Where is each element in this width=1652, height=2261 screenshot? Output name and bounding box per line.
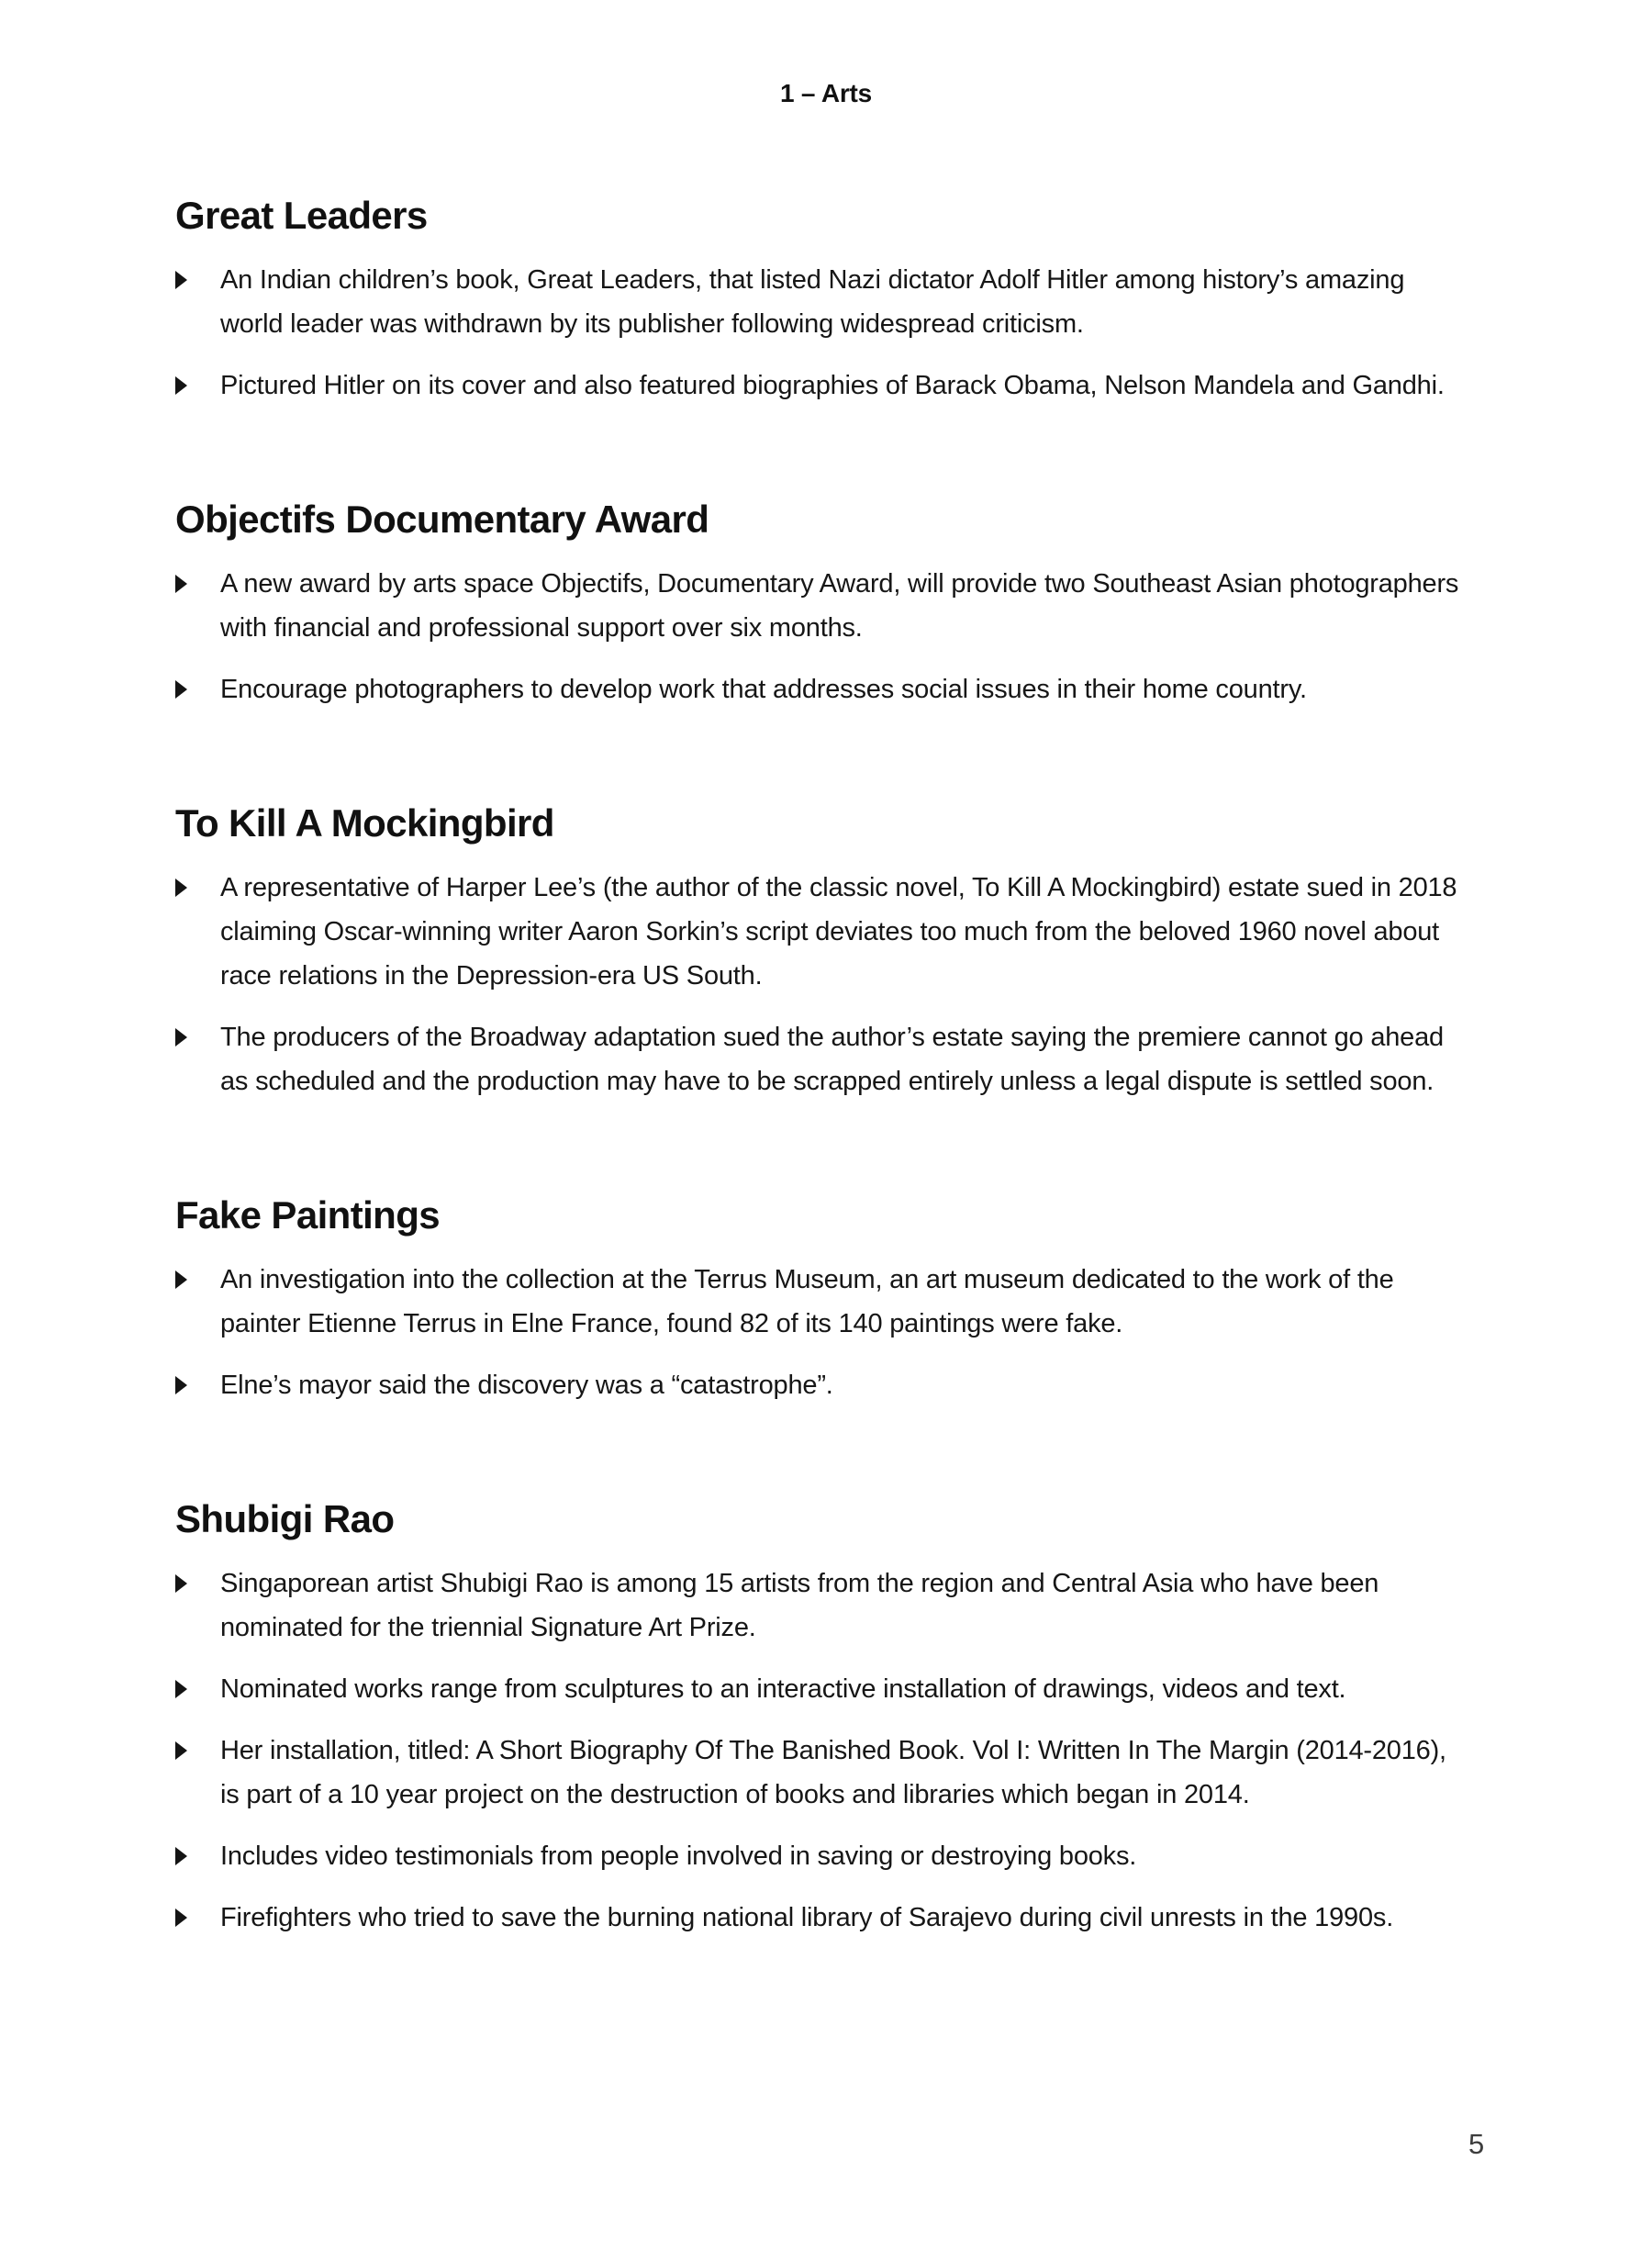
page-content bbox=[175, 194, 1459, 1940]
bullet-item bbox=[175, 1561, 1459, 1650]
bullet-item bbox=[175, 562, 1459, 650]
bullet-triangle-icon bbox=[175, 1574, 187, 1593]
bullet-marker bbox=[175, 1896, 220, 1940]
bullet-text: A new award by arts space Objectifs, Documentary Award, will provide two Southeast Asian photographers with financial and professional support over six months. bbox=[220, 569, 1459, 643]
bullet-triangle-icon bbox=[175, 271, 187, 289]
bullet-item bbox=[175, 1896, 1459, 1940]
bullet-text: Pictured Hitler on its cover and also featured biographies of Barack Obama, Nelson Mandela and Gandhi. bbox=[220, 371, 1445, 400]
bullet-text: Includes video testimonials from people involved in saving or destroying books. bbox=[220, 1841, 1137, 1871]
bullet-triangle-icon bbox=[175, 1028, 187, 1047]
bullet-marker bbox=[175, 1015, 220, 1103]
bullet-text: The producers of the Broadway adaptation sued the author’s estate saying the premiere cannot go ahead as scheduled and the production may have to be scrapped entirely unless a legal dispute is settled soon. bbox=[220, 1023, 1444, 1096]
bullet-item bbox=[175, 1363, 1459, 1407]
bullet-item bbox=[175, 667, 1459, 711]
bullet-marker bbox=[175, 1258, 220, 1346]
bullet-item bbox=[175, 1834, 1459, 1878]
bullet-text: Nominated works range from sculptures to an interactive installation of drawings, videos and text. bbox=[220, 1674, 1346, 1704]
section-fake-paintings bbox=[175, 1193, 1459, 1407]
bullet-text: A representative of Harper Lee’s (the author of the classic novel, To Kill A Mockingbird) estate sued in 2018 claiming Oscar-winning writer Aaron Sorkin’s script deviates too much from the beloved 1960 novel about race relations in the Depression-era US South. bbox=[220, 873, 1457, 991]
bullet-text: Firefighters who tried to save the burning national library of Sarajevo during civil unrests in the 1990s. bbox=[220, 1903, 1394, 1932]
bullet-text: An investigation into the collection at the Terrus Museum, an art museum dedicated to the work of the painter Etienne Terrus in Elne France, found 82 of its 140 paintings were fake. bbox=[220, 1265, 1394, 1338]
bullet-text: Encourage photographers to develop work that addresses social issues in their home country. bbox=[220, 675, 1307, 704]
section-title: Fake Paintings bbox=[175, 1193, 441, 1237]
section-title: Objectifs Documentary Award bbox=[175, 498, 709, 541]
bullet-triangle-icon bbox=[175, 376, 187, 395]
bullet-item bbox=[175, 866, 1459, 998]
bullet-marker bbox=[175, 562, 220, 650]
bullet-triangle-icon bbox=[175, 1376, 187, 1394]
bullet-text: Singaporean artist Shubigi Rao is among 15 artists from the region and Central Asia who have been nominated for the triennial Signature Art Prize. bbox=[220, 1569, 1379, 1642]
bullet-marker bbox=[175, 258, 220, 346]
bullet-triangle-icon bbox=[175, 1847, 187, 1865]
section-shubigi-rao bbox=[175, 1497, 1459, 1940]
section-title: To Kill A Mockingbird bbox=[175, 801, 554, 845]
section-title: Shubigi Rao bbox=[175, 1497, 395, 1540]
bullet-triangle-icon bbox=[175, 1680, 187, 1698]
bullet-triangle-icon bbox=[175, 1741, 187, 1760]
bullet-marker bbox=[175, 1561, 220, 1650]
bullet-triangle-icon bbox=[175, 879, 187, 897]
bullet-triangle-icon bbox=[175, 1270, 187, 1289]
bullet-item bbox=[175, 364, 1459, 408]
section-objectifs-documentary-award bbox=[175, 498, 1459, 711]
section-title: Great Leaders bbox=[175, 194, 428, 237]
bullet-marker bbox=[175, 667, 220, 711]
bullet-item bbox=[175, 1258, 1459, 1346]
bullet-item bbox=[175, 1729, 1459, 1817]
section-great-leaders bbox=[175, 194, 1459, 408]
bullet-marker bbox=[175, 1834, 220, 1878]
section-to-kill-a-mockingbird bbox=[175, 801, 1459, 1103]
bullet-marker bbox=[175, 866, 220, 998]
bullet-marker bbox=[175, 1667, 220, 1711]
bullet-text: An Indian children’s book, Great Leaders, that listed Nazi dictator Adolf Hitler among history’s amazing world leader was withdrawn by its publisher following widespread criticism. bbox=[220, 265, 1405, 339]
bullet-triangle-icon bbox=[175, 1908, 187, 1927]
bullet-triangle-icon bbox=[175, 680, 187, 699]
page-header: 1 – Arts bbox=[779, 79, 873, 107]
bullet-marker bbox=[175, 1729, 220, 1817]
bullet-item bbox=[175, 258, 1459, 346]
bullet-text: Elne’s mayor said the discovery was a “catastrophe”. bbox=[220, 1371, 833, 1400]
bullet-triangle-icon bbox=[175, 575, 187, 593]
bullet-item bbox=[175, 1667, 1459, 1711]
bullet-marker bbox=[175, 364, 220, 408]
bullet-text: Her installation, titled: A Short Biography Of The Banished Book. Vol I: Written In The Margin (2014-2016), is part of a 10 year project on the destruction of books and libraries which began in 2014. bbox=[220, 1736, 1446, 1809]
bullet-marker bbox=[175, 1363, 220, 1407]
page-number: 5 bbox=[1468, 2128, 1485, 2160]
bullet-item bbox=[175, 1015, 1459, 1103]
